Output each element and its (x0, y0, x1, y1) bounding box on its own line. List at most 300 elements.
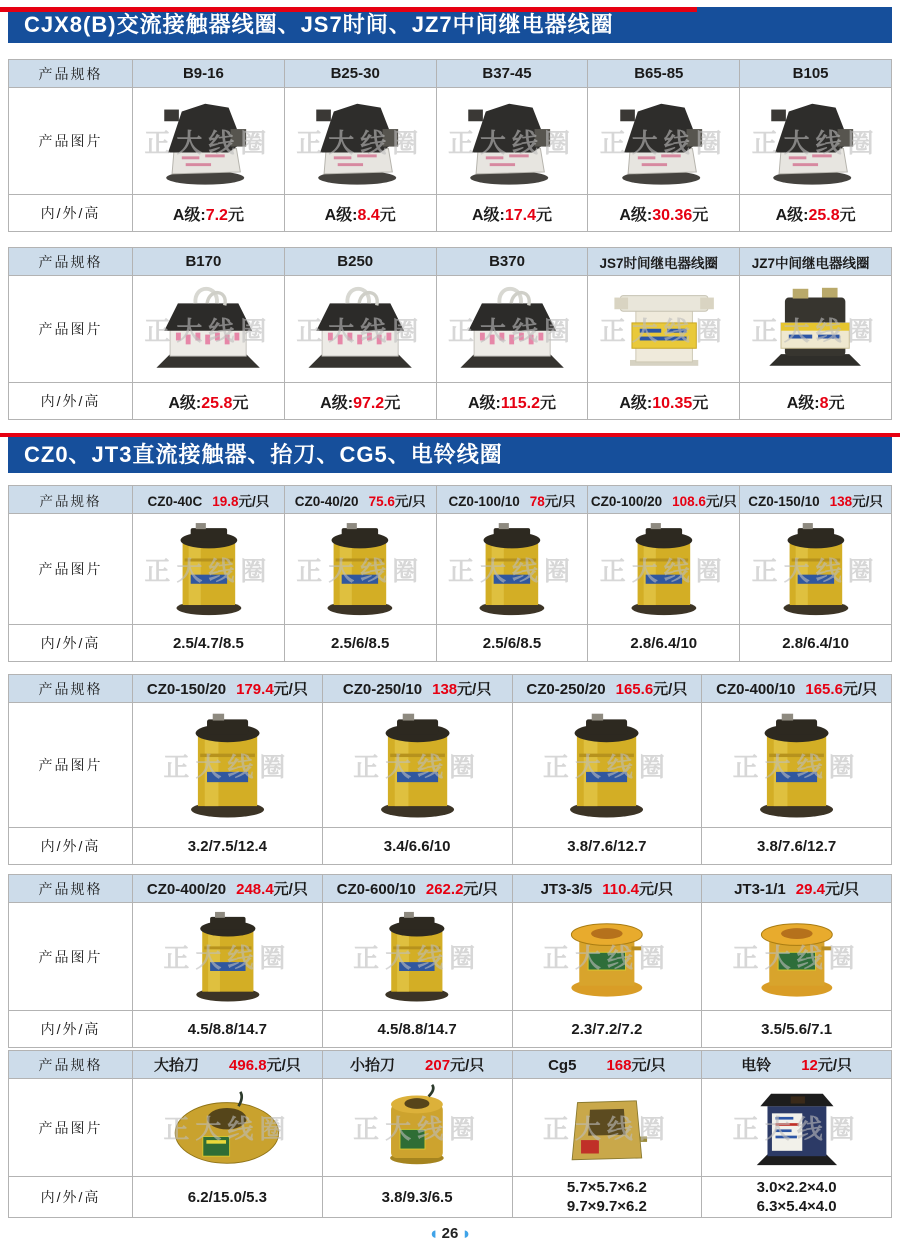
ac-contactor-coil-illustration (742, 92, 888, 190)
model-name: CZ0-100/20 (590, 493, 663, 509)
row-label-image: 产品图片 (9, 903, 133, 1011)
product-photo-cell (588, 276, 740, 383)
product-photo-cell (512, 703, 702, 828)
model-name: B250 (337, 253, 374, 270)
product-photo (513, 703, 702, 827)
model-name: B9-16 (182, 65, 224, 82)
bottom-text-post: 元 (692, 206, 709, 224)
ac-contactor-coil-illustration (287, 92, 433, 190)
spec-cell (322, 1051, 512, 1079)
bottom-text-line2: 6.3×5.4×4.0 (756, 1198, 837, 1215)
watermark-text: 正大线圈 (447, 315, 576, 346)
product-table-t1 (8, 59, 892, 232)
product-photo-cell (322, 903, 512, 1011)
product-photo (513, 903, 702, 1010)
price-cell (740, 195, 892, 232)
section-2-tables (8, 485, 892, 1218)
bottom-text-red: 115.2 (500, 394, 540, 412)
bottom-text-pre: A级: (786, 394, 820, 412)
spec-cell (588, 248, 740, 276)
row-label-dims: 内/外/高 (9, 1011, 133, 1048)
product-photo (323, 903, 512, 1010)
section-title: CJX8(B)交流接触器线圈、JS7时间、JZ7中间继电器线圈 (24, 12, 614, 37)
product-photo (702, 903, 891, 1010)
product-photo (588, 276, 739, 382)
bottom-text-post: 元 (540, 394, 557, 412)
dims-cell (702, 1177, 892, 1218)
watermark-text: 正大线圈 (163, 1114, 292, 1144)
model-name: 小抬刀 (350, 1057, 396, 1074)
spec-cell (740, 486, 892, 514)
ac-contactor-coil-illustration (591, 92, 737, 190)
bottom-text-red: 10.35 (652, 394, 693, 412)
section-header-2 (8, 437, 892, 473)
cz0-coil-illustration (436, 518, 588, 619)
model-name: B170 (185, 253, 222, 270)
cz0-coil-illustration (740, 518, 892, 619)
bottom-text-red: 97.2 (353, 394, 385, 412)
bottom-text-pre: 4.5/8.8/14.7 (187, 1020, 267, 1038)
cz0-coil-illustration (154, 907, 302, 1005)
product-photo-cell (133, 276, 285, 383)
product-photo (702, 1079, 891, 1176)
price-value: 78 (529, 493, 545, 509)
watermark-text: 正大线圈 (144, 315, 273, 346)
row-label-spec: 产品规格 (9, 1051, 133, 1079)
watermark-text: 正大线圈 (163, 751, 292, 782)
spec-cell (740, 248, 892, 276)
product-photo-cell (740, 276, 892, 383)
model-name: CZ0-400/20 (146, 881, 227, 898)
watermark-text: 正大线圈 (353, 1114, 482, 1144)
ac-contactor-coil-illustration (439, 92, 585, 190)
product-photo (323, 1079, 512, 1176)
cz0-coil-illustration (133, 518, 285, 619)
spec-cell (284, 60, 436, 88)
watermark-text: 正大线圈 (447, 555, 576, 586)
cz0-coil-illustration (521, 708, 692, 822)
product-photo (513, 1079, 702, 1176)
product-table-t2 (8, 247, 892, 420)
watermark-text: 正大线圈 (447, 127, 576, 158)
product-photo-cell (588, 514, 740, 625)
bottom-text-post: 元 (839, 206, 856, 224)
dims-cell (284, 625, 436, 662)
price-value: 110.4 (602, 881, 639, 898)
bottom-text-pre: A级: (172, 206, 206, 224)
bottom-text-pre: 2.5/6/8.5 (331, 634, 390, 652)
product-photo-cell (284, 88, 436, 195)
spec-cell (133, 675, 323, 703)
product-photo (133, 514, 284, 624)
price-cell (284, 195, 436, 232)
dims-cell (133, 1177, 323, 1218)
price-cell (436, 383, 588, 420)
product-photo-cell (512, 903, 702, 1011)
product-photo (285, 514, 436, 624)
bottom-text-post: 元 (692, 394, 709, 412)
ac-contactor-coil-illustration (287, 280, 433, 378)
model-name: JT3-1/1 (734, 881, 786, 898)
product-photo-cell (322, 1079, 512, 1177)
bottom-text-pre: 4.5/8.8/14.7 (377, 1020, 457, 1038)
price-cell (133, 195, 285, 232)
product-photo-cell (740, 514, 892, 625)
cz0-coil-illustration (332, 708, 503, 822)
bottom-text-pre: 3.5/5.6/7.1 (761, 1020, 833, 1038)
price-unit: 元/只 (824, 881, 860, 898)
watermark-text: 正大线圈 (751, 315, 880, 346)
price-unit: 元/只 (450, 1057, 485, 1074)
watermark-text: 正大线圈 (542, 751, 671, 782)
watermark-text: 正大线圈 (542, 1114, 671, 1144)
model-name: CZ0-150/20 (146, 681, 227, 698)
bottom-text-pre: 3.2/7.5/12.4 (187, 837, 267, 855)
model-name: B37-45 (482, 65, 532, 82)
product-photo-cell (284, 276, 436, 383)
bottom-text-pre: A级: (467, 394, 501, 412)
ac-contactor-coil-illustration (135, 92, 281, 190)
bottom-text-pre: 3.8/7.6/12.7 (757, 837, 837, 855)
watermark-text: 正大线圈 (732, 751, 861, 782)
spec-cell (740, 60, 892, 88)
row-label-spec: 产品规格 (9, 675, 133, 703)
dims-cell (322, 1011, 512, 1048)
bottom-text-pre: A级: (324, 206, 358, 224)
watermark-text: 正大线圈 (144, 127, 273, 158)
bottom-text-post: 元 (232, 394, 249, 412)
dims-cell (588, 625, 740, 662)
watermark-text: 正大线圈 (163, 943, 292, 973)
spec-cell (133, 875, 323, 903)
dims-cell (133, 625, 285, 662)
model-name: B65-85 (634, 65, 684, 82)
bottom-text-pre: A级: (619, 394, 653, 412)
dims-cell (322, 1177, 512, 1218)
spec-cell (588, 60, 740, 88)
price-unit: 元/只 (817, 1057, 853, 1074)
price-unit: 元/只 (273, 681, 308, 698)
price-unit: 元/只 (705, 493, 737, 509)
model-name: CZ0-250/10 (342, 681, 423, 698)
section-1-tables (8, 59, 892, 420)
bottom-text-red: 25.8 (808, 206, 840, 224)
row-label-spec: 产品规格 (9, 875, 133, 903)
row-label-image: 产品图片 (9, 514, 133, 625)
price-value: 262.2 (425, 881, 464, 898)
model-name: Cg5 (548, 1057, 577, 1074)
dims-cell (512, 828, 702, 865)
price-value: 75.6 (368, 493, 395, 509)
price-value: 168 (606, 1057, 632, 1074)
row-label-spec: 产品规格 (9, 248, 133, 276)
product-photo (588, 514, 739, 624)
dims-cell (740, 625, 892, 662)
product-photo-cell (436, 514, 588, 625)
price-value: 165.6 (615, 681, 654, 698)
dims-cell (322, 828, 512, 865)
product-photo (133, 1079, 322, 1176)
model-name: JT3-3/5 (540, 881, 593, 898)
dims-cell (133, 828, 323, 865)
bottom-text-pre: 6.2/15.0/5.3 (187, 1188, 267, 1206)
product-photo-cell (512, 1079, 702, 1177)
row-label-dims: 内/外/高 (9, 828, 133, 865)
model-name: CZ0-400/10 (716, 681, 796, 698)
price-value: 108.6 (672, 493, 706, 509)
price-cell (133, 383, 285, 420)
bottom-text-red: 7.2 (205, 206, 228, 224)
row-label-dims: 内/外/高 (9, 625, 133, 662)
price-value: 496.8 (229, 1057, 267, 1074)
cg5-coil-illustration (540, 1083, 674, 1172)
model-name: 大抬刀 (154, 1057, 200, 1074)
row-label-image: 产品图片 (9, 276, 133, 383)
small-lift-coil-illustration (350, 1083, 484, 1172)
watermark-text: 正大线圈 (599, 555, 728, 586)
spec-cell (512, 675, 702, 703)
product-photo-cell (436, 276, 588, 383)
jz7-relay-coil-illustration (742, 280, 888, 378)
watermark-text: 正大线圈 (353, 751, 482, 782)
row-label-dims: 内/外/高 (9, 383, 133, 420)
section-header-1 (8, 7, 892, 43)
product-photo-cell (588, 88, 740, 195)
price-unit: 元/只 (631, 1057, 666, 1074)
price-cell (588, 195, 740, 232)
jt3-coil-illustration (723, 907, 871, 1005)
bottom-text-pre: 3.4/6.6/10 (383, 837, 451, 855)
product-photo-cell (322, 703, 512, 828)
product-photo (323, 703, 512, 827)
product-photo (437, 276, 588, 382)
bell-coil-illustration (730, 1083, 864, 1172)
catalog-page (0, 7, 900, 1243)
watermark-text: 正大线圈 (599, 127, 728, 158)
price-value: 207 (425, 1057, 451, 1074)
model-name: CZ0-600/10 (336, 881, 416, 898)
watermark-text: 正大线圈 (353, 943, 482, 973)
spec-cell (436, 248, 588, 276)
bottom-text-line2: 9.7×9.7×6.2 (566, 1198, 647, 1215)
price-unit: 元/只 (852, 493, 883, 509)
watermark-text: 正大线圈 (732, 1114, 861, 1144)
watermark-text: 正大线圈 (296, 555, 425, 586)
spec-cell (284, 248, 436, 276)
model-name: B370 (489, 253, 525, 270)
model-name: B25-30 (330, 65, 380, 82)
spec-cell (436, 60, 588, 88)
js7-relay-coil-illustration (591, 280, 737, 378)
price-value: 29.4 (795, 881, 825, 898)
bottom-text-post: 元 (227, 206, 244, 224)
watermark-text: 正大线圈 (542, 943, 671, 973)
bottom-text-pre: 5.7×5.7×6.2 (566, 1179, 647, 1196)
price-value: 248.4 (236, 881, 274, 898)
section-title: CZ0、JT3直流接触器、抬刀、CG5、电铃线圈 (24, 442, 503, 467)
price-unit: 元/只 (273, 881, 308, 898)
dims-cell (702, 828, 892, 865)
product-table-t3 (8, 485, 892, 662)
watermark-text: 正大线圈 (751, 127, 880, 158)
model-name: CZ0-100/10 (448, 493, 520, 509)
spec-cell (512, 875, 702, 903)
watermark-text: 正大线圈 (296, 127, 425, 158)
watermark-text: 正大线圈 (751, 555, 880, 586)
spec-cell (702, 675, 892, 703)
price-unit: 元/只 (394, 493, 426, 509)
price-unit: 元/只 (238, 493, 270, 509)
price-value: 165.6 (805, 681, 843, 698)
jt3-coil-illustration (533, 907, 681, 1005)
price-unit: 元/只 (544, 493, 576, 509)
price-cell (588, 383, 740, 420)
row-label-image: 产品图片 (9, 1079, 133, 1177)
spec-cell (588, 486, 740, 514)
product-photo (740, 276, 891, 382)
bottom-text-post: 元 (536, 206, 553, 224)
spec-cell (322, 675, 512, 703)
product-photo-cell (133, 514, 285, 625)
bottom-text-pre: A级: (320, 394, 354, 412)
spec-cell (512, 1051, 702, 1079)
crescent-left-icon: ◖ (428, 1224, 439, 1243)
row-label-dims: 内/外/高 (9, 1177, 133, 1218)
bottom-text-post: 元 (384, 394, 401, 412)
product-photo (285, 276, 436, 382)
bottom-text-red: 8.4 (357, 206, 380, 224)
row-label-spec: 产品规格 (9, 486, 133, 514)
product-photo-cell (284, 514, 436, 625)
spec-cell (133, 1051, 323, 1079)
bottom-text-pre: A级: (168, 394, 202, 412)
spec-cell (133, 486, 285, 514)
ac-contactor-coil-illustration (439, 280, 585, 378)
dims-cell (436, 625, 588, 662)
bottom-text-pre: 2.8/6.4/10 (782, 634, 849, 652)
price-unit: 元/只 (842, 681, 878, 698)
product-photo (588, 88, 739, 194)
price-value: 12 (801, 1057, 818, 1074)
page-number: 26 (441, 1225, 459, 1242)
price-unit: 元/只 (457, 681, 492, 698)
product-photo (702, 703, 891, 827)
watermark-text: 正大线圈 (144, 555, 273, 586)
model-name: CZ0-250/20 (526, 681, 606, 698)
model-name: JS7时间继电器线圈 (599, 255, 719, 271)
cz0-coil-illustration (142, 708, 313, 822)
cz0-coil-illustration (711, 708, 882, 822)
dims-cell (512, 1011, 702, 1048)
model-name: CZ0-150/10 (748, 493, 820, 509)
spec-cell (322, 875, 512, 903)
bottom-text-red: 30.36 (652, 206, 693, 224)
spec-cell (133, 248, 285, 276)
cz0-coil-illustration (588, 518, 740, 619)
watermark-text: 正大线圈 (732, 943, 861, 973)
bottom-text-pre: A级: (471, 206, 505, 224)
product-photo (740, 514, 891, 624)
product-photo-cell (702, 703, 892, 828)
crescent-right-icon: ◗ (461, 1224, 472, 1243)
spec-cell (284, 486, 436, 514)
bottom-text-red: 25.8 (201, 394, 233, 412)
product-photo (437, 514, 588, 624)
bottom-text-pre: 2.3/7.2/7.2 (571, 1020, 643, 1038)
price-cell (284, 383, 436, 420)
product-photo-cell (436, 88, 588, 195)
price-cell (436, 195, 588, 232)
price-value: 138 (432, 681, 458, 698)
spec-cell (133, 60, 285, 88)
bottom-text-pre: 2.8/6.4/10 (630, 634, 698, 652)
model-name: CZ0-40C (147, 493, 203, 509)
product-table-t5 (8, 874, 892, 1048)
bottom-text-red: 17.4 (504, 206, 536, 224)
product-photo (285, 88, 436, 194)
price-unit: 元/只 (653, 681, 688, 698)
dims-cell (512, 1177, 702, 1218)
product-photo-cell (133, 88, 285, 195)
dims-cell (702, 1011, 892, 1048)
product-photo (133, 88, 284, 194)
product-table-t4 (8, 674, 892, 865)
watermark-text: 正大线圈 (599, 315, 728, 346)
cz0-coil-illustration (343, 907, 491, 1005)
product-photo (133, 703, 322, 827)
spec-cell (436, 486, 588, 514)
row-label-image: 产品图片 (9, 703, 133, 828)
ac-contactor-coil-illustration (135, 280, 281, 378)
bottom-text-pre: 2.5/6/8.5 (482, 634, 542, 652)
product-photo-cell (740, 88, 892, 195)
top-red-strip (0, 7, 697, 12)
bottom-text-post: 元 (379, 206, 396, 224)
cz0-coil-illustration (284, 518, 436, 619)
row-label-spec: 产品规格 (9, 60, 133, 88)
price-unit: 元/只 (266, 1057, 301, 1074)
product-photo (133, 903, 322, 1010)
price-cell (740, 383, 892, 420)
product-photo-cell (133, 703, 323, 828)
product-photo-cell (702, 1079, 892, 1177)
page-footer (8, 1225, 892, 1242)
dims-cell (133, 1011, 323, 1048)
price-value: 138 (829, 493, 853, 509)
price-value: 19.8 (212, 493, 239, 509)
price-value: 179.4 (236, 681, 274, 698)
product-photo-cell (133, 903, 323, 1011)
spec-cell (702, 1051, 892, 1079)
model-name: JZ7中间继电器线圈 (751, 255, 870, 271)
bottom-text-pre: A级: (619, 206, 653, 224)
model-name: B105 (792, 65, 829, 82)
spec-cell (702, 875, 892, 903)
price-unit: 元/只 (639, 881, 674, 898)
bottom-text-post: 元 (828, 394, 845, 412)
row-label-image: 产品图片 (9, 88, 133, 195)
bottom-text-pre: 3.0×2.2×4.0 (756, 1179, 837, 1196)
bottom-text-pre: A级: (775, 206, 809, 224)
product-photo-cell (702, 903, 892, 1011)
product-photo-cell (133, 1079, 323, 1177)
bottom-text-pre: 2.5/4.7/8.5 (172, 634, 244, 652)
model-name: CZ0-40/20 (294, 493, 359, 509)
product-photo (740, 88, 891, 194)
row-label-dims: 内/外/高 (9, 195, 133, 232)
watermark-text: 正大线圈 (296, 315, 425, 346)
product-photo (133, 276, 284, 382)
